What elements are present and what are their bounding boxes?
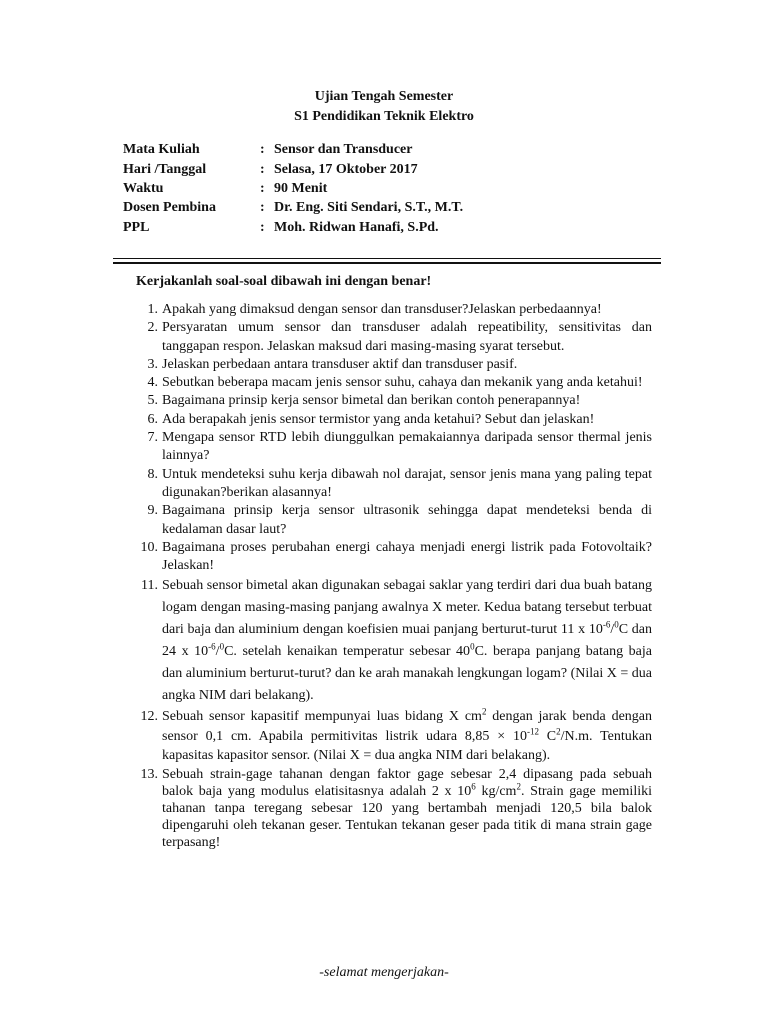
info-label: PPL: [123, 220, 150, 235]
question-item: [128, 502, 652, 539]
question-number: 11.: [141, 578, 158, 594]
question-number: 12.: [140, 709, 158, 725]
info-label: Waktu: [123, 181, 164, 196]
question-number: 13.: [140, 766, 158, 782]
question-number: 8.: [147, 466, 158, 482]
question-number: 6.: [147, 411, 158, 427]
question-number: 10.: [140, 539, 158, 555]
question-text: Mengapa sensor RTD lebih diunggulkan pemakaiannya daripada sensor thermal jenis lainnya?: [162, 430, 652, 464]
question-item: [128, 319, 652, 356]
question-text: Jelaskan perbedaan antara transduser aktif dan transduser pasif.: [162, 356, 518, 372]
info-label: Hari /Tanggal: [123, 162, 207, 177]
question-item: [128, 766, 652, 851]
info-value: Dr. Eng. Siti Sendari, S.T., M.T.: [274, 200, 464, 215]
question-text: Sebuah sensor kapasitif mempunyai luas bidang X $cm^2$ dengan jarak benda dengan sensor 0,1 cm. Apabila permitivitas listrik udara $8,85 \times 10^{-12}$ $C^2/N.m$. Tentukan kapasitas kapasitor sensor. (Nilai X = dua angka NIM dari belakang).: [162, 706, 653, 764]
info-label: Dosen Pembina: [123, 200, 216, 215]
question-number: 1.: [147, 302, 158, 317]
info-value: Sensor dan Transducer: [274, 142, 413, 157]
exam-subtitle: S1 Pendidikan Teknik Elektro: [294, 109, 474, 124]
question-text: Sebutkan beberapa macam jenis sensor suhu, cahaya dan mekanik yang anda ketahui!: [162, 375, 643, 391]
info-value: Selasa, 17 Oktober 2017: [274, 162, 418, 177]
question-text: Bagaimana proses perubahan energi cahaya menjadi energi listrik pada Fotovoltaik? Jelaskan!: [162, 539, 652, 574]
question-number: 9.: [147, 503, 158, 519]
info-colon: :: [260, 142, 265, 157]
header-divider-thick: [113, 262, 661, 264]
question-number: 5.: [147, 393, 158, 409]
question-item: [128, 411, 652, 429]
question-item: [128, 429, 652, 466]
question-text: Untuk mendeteksi suhu kerja dibawah nol darajat, sensor jenis mana yang paling tepat digunakan?berikan alasannya!: [162, 466, 652, 500]
question-number: 7.: [147, 430, 158, 446]
question-item: [128, 575, 652, 707]
question-item: [128, 374, 652, 392]
instruction-text: Kerjakanlah soal-soal dibawah ini dengan benar!: [136, 274, 432, 289]
question-item: [128, 466, 652, 503]
header-divider-thin: [113, 258, 661, 259]
question-text: Bagaimana prinsip kerja sensor ultrasonik sehingga dapat mendeteksi benda di kedalaman dasar laut?: [162, 503, 652, 537]
question-item: [128, 707, 652, 766]
question-number: 2.: [147, 320, 158, 336]
question-text: Bagaimana prinsip kerja sensor bimetal dan berikan contoh penerapannya!: [162, 393, 581, 409]
question-item: [128, 392, 652, 410]
question-item: [128, 301, 652, 319]
question-text: Persyaratan umum sensor dan transduser adalah repeatibility, sensitivitas dan tanggapan respon. Jelaskan maksud dari masing-masing syarat tersebut.: [162, 320, 652, 354]
question-item: [128, 356, 652, 374]
question-number: 3.: [147, 356, 158, 372]
info-colon: :: [260, 162, 265, 177]
info-colon: :: [260, 200, 265, 215]
question-text: Ada berapakah jenis sensor termistor yang anda ketahui? Sebut dan jelaskan!: [162, 411, 595, 427]
info-value: Moh. Ridwan Hanafi, S.Pd.: [274, 220, 439, 235]
question-number: 4.: [147, 375, 158, 391]
question-text: Sebuah sensor bimetal akan digunakan sebagai saklar yang terdiri dari dua buah batang logam dengan masing-masing panjang awalnya X meter. Kedua batang tersebut terbuat dari baja dan aluminium dengan koefisien muai panjang berturut-turut 11 x $10^{-6}/^0C$ dan 24 x $10^{-6}/^0C$. setelah kenaikan temperatur sebesar $40^0C$. berapa panjang batang baja dan aluminium berturut-turut? dan ke arah manakah lengkungan logam? (Nilai X = dua angka NIM dari belakang).: [162, 578, 652, 704]
closing-text: -selamat mengerjakan-: [319, 965, 449, 980]
exam-title: Ujian Tengah Semester: [314, 89, 454, 104]
info-colon: :: [260, 220, 265, 235]
question-item: [128, 539, 652, 576]
info-label: Mata Kuliah: [123, 142, 200, 157]
question-list: [128, 301, 652, 851]
question-text: Apakah yang dimaksud dengan sensor dan transduser?Jelaskan perbedaannya!: [162, 302, 602, 317]
info-value: 90 Menit: [274, 181, 328, 196]
question-text: Sebuah strain-gage tahanan dengan faktor gage sebesar 2,4 dipasang pada sebuah balok baja yang modulus elatisitasnya adalah 2 x $10^6$ $kg/cm^2$. Strain gage memiliki tahanan tanpa teregang sebesar 120 yang bertambah menjadi 120,5 bila balok dipengaruhi oleh tekanan geser. Tentukan tekanan geser pada titik di mana strain gage terpasang!: [162, 766, 652, 850]
info-colon: :: [260, 181, 265, 196]
